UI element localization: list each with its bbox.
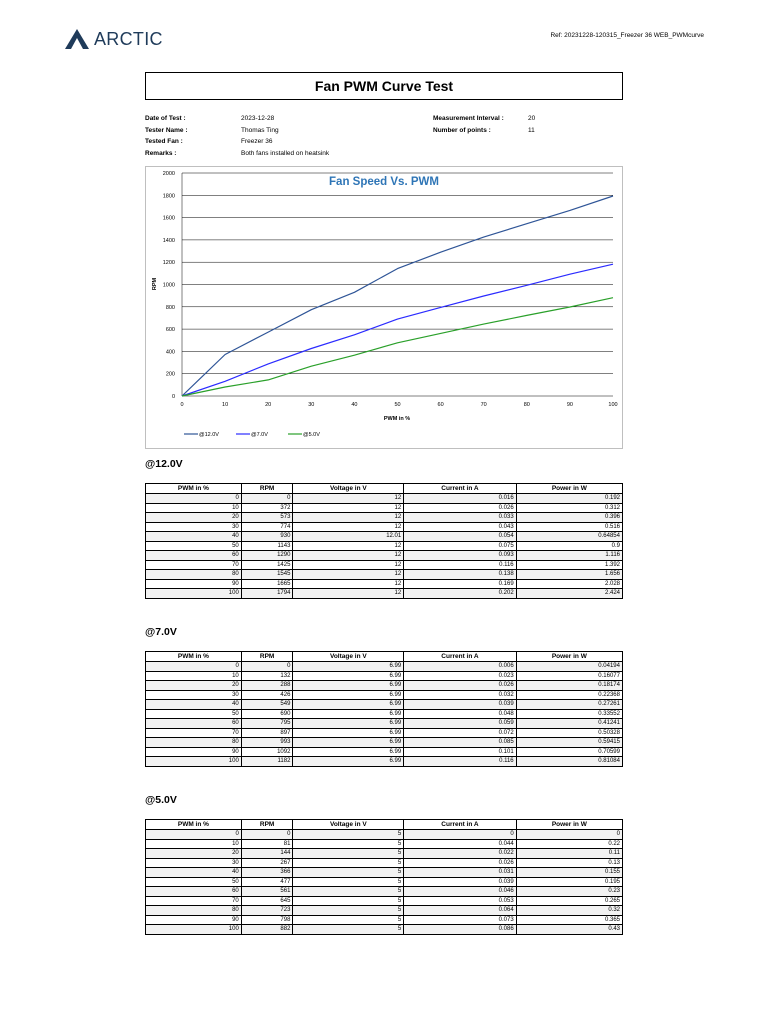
table-7v-title: @7.0V — [145, 626, 177, 638]
table-cell: 20 — [146, 513, 242, 523]
table-cell: 0.192 — [516, 494, 622, 504]
meta-values-right — [528, 113, 535, 136]
table-cell: 100 — [146, 589, 242, 599]
table-cell: 0 — [146, 830, 242, 840]
table-cell: 5 — [293, 839, 404, 849]
tester-label: Tester Name : — [145, 126, 188, 134]
table-cell: 1290 — [241, 551, 293, 561]
table-cell: 12 — [293, 513, 404, 523]
date-value: 2023-12-28 — [241, 115, 275, 122]
table-cell: 897 — [241, 728, 293, 738]
reference-id: Ref: 20231228-120315_Freezer 36 WEB_PWMcurve — [550, 32, 704, 39]
x-tick-label: 40 — [351, 402, 358, 408]
table-row — [146, 887, 623, 897]
table-cell: 5 — [293, 849, 404, 859]
table-row — [146, 915, 623, 925]
table-cell: 0.116 — [404, 560, 516, 570]
table-cell: 0.006 — [404, 662, 516, 672]
chart-ylabel: RPM — [152, 277, 158, 291]
table-cell: 0 — [241, 662, 293, 672]
table-row — [146, 690, 623, 700]
x-tick-label: 0 — [180, 402, 184, 408]
table-cell: 5 — [293, 830, 404, 840]
table-cell: 0.072 — [404, 728, 516, 738]
table-cell: 0.64854 — [516, 532, 622, 542]
table-cell: 6.99 — [293, 719, 404, 729]
table-row — [146, 839, 623, 849]
table-cell: 30 — [146, 858, 242, 868]
table-row — [146, 681, 623, 691]
table-cell: 2.028 — [516, 579, 622, 589]
table-cell: 81 — [241, 839, 293, 849]
table-cell: 1.116 — [516, 551, 622, 561]
table-cell: 50 — [146, 877, 242, 887]
table-cell: 0.138 — [404, 570, 516, 580]
table-cell: 132 — [241, 671, 293, 681]
table-cell: 1665 — [241, 579, 293, 589]
table-cell: 0.59415 — [516, 738, 622, 748]
table-cell: 12 — [293, 541, 404, 551]
table-cell: 0.41241 — [516, 719, 622, 729]
table-cell: 0.04194 — [516, 662, 622, 672]
report-title: Fan PWM Curve Test — [314, 78, 454, 94]
table-row — [146, 868, 623, 878]
column-header: Voltage in V — [293, 820, 404, 830]
table-cell: 60 — [146, 719, 242, 729]
column-header: Power in W — [516, 820, 622, 830]
table-row — [146, 757, 623, 767]
meta-labels-left — [145, 113, 188, 159]
table-cell: 40 — [146, 868, 242, 878]
y-tick-label: 1400 — [162, 237, 175, 244]
table-cell: 5 — [293, 925, 404, 935]
table-row — [146, 858, 623, 868]
column-header: Power in W — [516, 652, 622, 662]
table-cell: 774 — [241, 522, 293, 532]
legend-label: @5.0V — [303, 432, 320, 438]
table-cell: 795 — [241, 719, 293, 729]
table-cell: 549 — [241, 700, 293, 710]
table-cell: 100 — [146, 757, 242, 767]
table-row — [146, 877, 623, 887]
interval-label: Measurement Interval : — [433, 115, 504, 122]
table-cell: 573 — [241, 513, 293, 523]
table-cell: 0.365 — [516, 915, 622, 925]
chart-ticks — [163, 171, 618, 408]
x-tick-label: 100 — [608, 402, 618, 408]
table-cell: 12.01 — [293, 532, 404, 542]
table-cell: 1.392 — [516, 560, 622, 570]
table-cell: 723 — [241, 906, 293, 916]
table-cell: 0 — [241, 830, 293, 840]
column-header: Voltage in V — [293, 652, 404, 662]
table-row — [146, 560, 623, 570]
table-cell: 372 — [241, 503, 293, 513]
table-cell: 0.16077 — [516, 671, 622, 681]
table-header-row — [146, 820, 623, 830]
x-tick-label: 50 — [394, 402, 401, 408]
table-cell: 70 — [146, 560, 242, 570]
table-cell: 0.195 — [516, 877, 622, 887]
interval-value: 20 — [528, 115, 536, 122]
table-cell: 930 — [241, 532, 293, 542]
table-cell: 0.13 — [516, 858, 622, 868]
table-cell: 0.044 — [404, 839, 516, 849]
table-cell: 5 — [293, 896, 404, 906]
table-cell: 0.054 — [404, 532, 516, 542]
table-cell: 0.50328 — [516, 728, 622, 738]
x-tick-label: 90 — [566, 402, 573, 408]
table-cell: 80 — [146, 906, 242, 916]
table-cell: 0.23 — [516, 887, 622, 897]
series-line-70v — [182, 264, 613, 396]
table-cell: 5 — [293, 877, 404, 887]
column-header: RPM — [241, 820, 293, 830]
table-cell: 0.312 — [516, 503, 622, 513]
table-cell: 30 — [146, 690, 242, 700]
table-cell: 30 — [146, 522, 242, 532]
column-header: Power in W — [516, 484, 622, 494]
table-cell: 90 — [146, 747, 242, 757]
x-tick-label: 60 — [437, 402, 444, 408]
table-12v-title: @12.0V — [145, 458, 183, 470]
table-cell: 50 — [146, 709, 242, 719]
table-cell: 0.059 — [404, 719, 516, 729]
table-cell: 0.33552 — [516, 709, 622, 719]
table-row — [146, 700, 623, 710]
table-cell: 100 — [146, 925, 242, 935]
table-cell: 477 — [241, 877, 293, 887]
chart-grid — [182, 173, 613, 396]
table-cell: 6.99 — [293, 681, 404, 691]
table-cell: 6.99 — [293, 690, 404, 700]
table-cell: 882 — [241, 925, 293, 935]
table-cell: 0.075 — [404, 541, 516, 551]
arctic-logo-icon — [64, 28, 90, 50]
table-cell: 0.265 — [516, 896, 622, 906]
table-7v — [145, 651, 623, 767]
fan-speed-chart — [145, 166, 623, 449]
table-cell: 5 — [293, 915, 404, 925]
table-header-row — [146, 484, 623, 494]
table-row — [146, 541, 623, 551]
table-cell: 366 — [241, 868, 293, 878]
table-cell: 0 — [516, 830, 622, 840]
table-cell: 6.99 — [293, 662, 404, 672]
table-cell: 0.064 — [404, 906, 516, 916]
table-cell: 0.43 — [516, 925, 622, 935]
points-label: Number of points : — [433, 126, 491, 134]
fan-label: Tested Fan : — [145, 138, 183, 145]
table-row — [146, 522, 623, 532]
table-row — [146, 925, 623, 935]
brand-name: ARCTIC — [94, 28, 163, 49]
table-cell: 12 — [293, 579, 404, 589]
table-cell: 426 — [241, 690, 293, 700]
tester-value: Thomas Ting — [241, 126, 279, 134]
table-cell: 0.073 — [404, 915, 516, 925]
column-header: Voltage in V — [293, 484, 404, 494]
table-cell: 144 — [241, 849, 293, 859]
table-cell: 1143 — [241, 541, 293, 551]
table-cell: 0.086 — [404, 925, 516, 935]
table-cell: 0.039 — [404, 877, 516, 887]
x-tick-label: 70 — [480, 402, 487, 408]
y-tick-label: 2000 — [162, 171, 175, 177]
table-row — [146, 728, 623, 738]
table-cell: 0.202 — [404, 589, 516, 599]
table-cell: 70 — [146, 728, 242, 738]
column-header: PWM in % — [146, 484, 242, 494]
table-cell: 5 — [293, 906, 404, 916]
table-cell: 0.81084 — [516, 757, 622, 767]
table-cell: 1794 — [241, 589, 293, 599]
table-row — [146, 906, 623, 916]
table-cell: 80 — [146, 738, 242, 748]
table-cell: 12 — [293, 551, 404, 561]
table-cell: 0.116 — [404, 757, 516, 767]
y-tick-label: 1600 — [162, 215, 175, 222]
table-cell: 1.656 — [516, 570, 622, 580]
table-row — [146, 709, 623, 719]
table-row — [146, 513, 623, 523]
table-cell: 5 — [293, 868, 404, 878]
table-cell: 90 — [146, 579, 242, 589]
table-cell: 1182 — [241, 757, 293, 767]
table-cell: 60 — [146, 551, 242, 561]
points-value: 11 — [528, 126, 535, 134]
table-cell: 12 — [293, 503, 404, 513]
column-header: Current in A — [404, 652, 516, 662]
table-cell: 20 — [146, 849, 242, 859]
table-row — [146, 570, 623, 580]
table-cell: 12 — [293, 589, 404, 599]
table-cell: 1092 — [241, 747, 293, 757]
table-cell: 12 — [293, 494, 404, 504]
legend-label: @12.0V — [199, 432, 219, 438]
table-cell: 0.033 — [404, 513, 516, 523]
table-cell: 40 — [146, 532, 242, 542]
table-cell: 12 — [293, 570, 404, 580]
table-header-row — [146, 652, 623, 662]
table-cell: 90 — [146, 915, 242, 925]
x-tick-label: 10 — [222, 402, 229, 408]
table-cell: 80 — [146, 570, 242, 580]
table-cell: 0.22 — [516, 839, 622, 849]
table-cell: 0.026 — [404, 858, 516, 868]
table-cell: 267 — [241, 858, 293, 868]
column-header: PWM in % — [146, 652, 242, 662]
table-row — [146, 551, 623, 561]
arctic-logo — [64, 28, 163, 50]
report-title-box — [145, 72, 623, 100]
table-cell: 6.99 — [293, 671, 404, 681]
table-cell: 0.11 — [516, 849, 622, 859]
table-cell: 20 — [146, 681, 242, 691]
table-row — [146, 719, 623, 729]
date-label: Date of Test : — [145, 115, 186, 122]
table-cell: 6.99 — [293, 700, 404, 710]
table-cell: 2.424 — [516, 589, 622, 599]
chart-title: Fan Speed Vs. PWM — [329, 176, 439, 188]
y-tick-label: 800 — [165, 304, 175, 311]
fan-value: Freezer 36 — [241, 138, 273, 145]
table-12v — [145, 483, 623, 599]
table-row — [146, 494, 623, 504]
column-header: Current in A — [404, 820, 516, 830]
meta-labels-right — [433, 113, 504, 136]
table-cell: 0.22368 — [516, 690, 622, 700]
table-cell: 0.101 — [404, 747, 516, 757]
table-row — [146, 532, 623, 542]
table-row — [146, 579, 623, 589]
table-cell: 0.396 — [516, 513, 622, 523]
y-tick-label: 200 — [165, 371, 175, 378]
remarks-label: Remarks : — [145, 149, 177, 157]
table-cell: 0.053 — [404, 896, 516, 906]
table-cell: 798 — [241, 915, 293, 925]
table-cell: 5 — [293, 858, 404, 868]
table-cell: 1545 — [241, 570, 293, 580]
table-cell: 0.046 — [404, 887, 516, 897]
table-cell: 0.085 — [404, 738, 516, 748]
table-cell: 5 — [293, 887, 404, 897]
table-row — [146, 589, 623, 599]
table-cell: 0.70599 — [516, 747, 622, 757]
y-tick-label: 1800 — [162, 193, 175, 200]
x-tick-label: 20 — [265, 402, 272, 408]
column-header: Current in A — [404, 484, 516, 494]
table-cell: 60 — [146, 887, 242, 897]
table-cell: 0.32 — [516, 906, 622, 916]
table-cell: 6.99 — [293, 738, 404, 748]
table-cell: 0.18174 — [516, 681, 622, 691]
table-cell: 288 — [241, 681, 293, 691]
table-cell: 0.043 — [404, 522, 516, 532]
table-cell: 12 — [293, 560, 404, 570]
table-cell: 0 — [146, 662, 242, 672]
chart-legend — [184, 432, 320, 438]
table-cell: 0.031 — [404, 868, 516, 878]
x-tick-label: 80 — [523, 402, 530, 408]
table-cell: 12 — [293, 522, 404, 532]
y-tick-label: 400 — [165, 349, 175, 356]
table-cell: 10 — [146, 839, 242, 849]
chart-xlabel: PWM in % — [383, 416, 411, 422]
column-header: RPM — [241, 484, 293, 494]
table-cell: 0.516 — [516, 522, 622, 532]
table-cell: 0.9 — [516, 541, 622, 551]
y-tick-label: 1000 — [162, 282, 175, 289]
table-row — [146, 896, 623, 906]
table-row — [146, 738, 623, 748]
table-cell: 0.026 — [404, 681, 516, 691]
x-tick-label: 30 — [308, 402, 315, 408]
table-cell: 0.023 — [404, 671, 516, 681]
table-5v-title: @5.0V — [145, 794, 177, 806]
column-header: RPM — [241, 652, 293, 662]
table-cell: 0.026 — [404, 503, 516, 513]
table-cell: 0.093 — [404, 551, 516, 561]
table-5v — [145, 819, 623, 935]
table-cell: 993 — [241, 738, 293, 748]
table-row — [146, 671, 623, 681]
table-cell: 0.155 — [516, 868, 622, 878]
table-cell: 0 — [241, 494, 293, 504]
table-cell: 0.048 — [404, 709, 516, 719]
table-cell: 0.022 — [404, 849, 516, 859]
table-row — [146, 503, 623, 513]
table-row — [146, 662, 623, 672]
table-cell: 50 — [146, 541, 242, 551]
table-cell: 6.99 — [293, 747, 404, 757]
table-cell: 6.99 — [293, 757, 404, 767]
series-line-120v — [182, 196, 613, 396]
table-cell: 10 — [146, 671, 242, 681]
table-row — [146, 830, 623, 840]
table-row — [146, 747, 623, 757]
table-cell: 1425 — [241, 560, 293, 570]
table-cell: 0.032 — [404, 690, 516, 700]
table-row — [146, 849, 623, 859]
table-cell: 6.99 — [293, 728, 404, 738]
table-cell: 0 — [146, 494, 242, 504]
column-header: PWM in % — [146, 820, 242, 830]
y-tick-label: 600 — [165, 327, 175, 334]
table-cell: 0.016 — [404, 494, 516, 504]
remarks-value: Both fans installed on heatsink — [241, 149, 330, 157]
table-cell: 10 — [146, 503, 242, 513]
table-cell: 561 — [241, 887, 293, 897]
table-cell: 6.99 — [293, 709, 404, 719]
chart-svg — [146, 167, 622, 448]
table-cell: 645 — [241, 896, 293, 906]
series-line-50v — [182, 298, 613, 396]
table-cell: 70 — [146, 896, 242, 906]
table-cell: 690 — [241, 709, 293, 719]
meta-values-left — [241, 113, 329, 159]
y-tick-label: 1200 — [162, 260, 175, 267]
y-tick-label: 0 — [171, 394, 175, 400]
table-cell: 0 — [404, 830, 516, 840]
table-cell: 0.039 — [404, 700, 516, 710]
table-cell: 40 — [146, 700, 242, 710]
table-cell: 0.27261 — [516, 700, 622, 710]
legend-label: @7.0V — [251, 432, 268, 438]
table-cell: 0.169 — [404, 579, 516, 589]
chart-series — [182, 196, 613, 396]
